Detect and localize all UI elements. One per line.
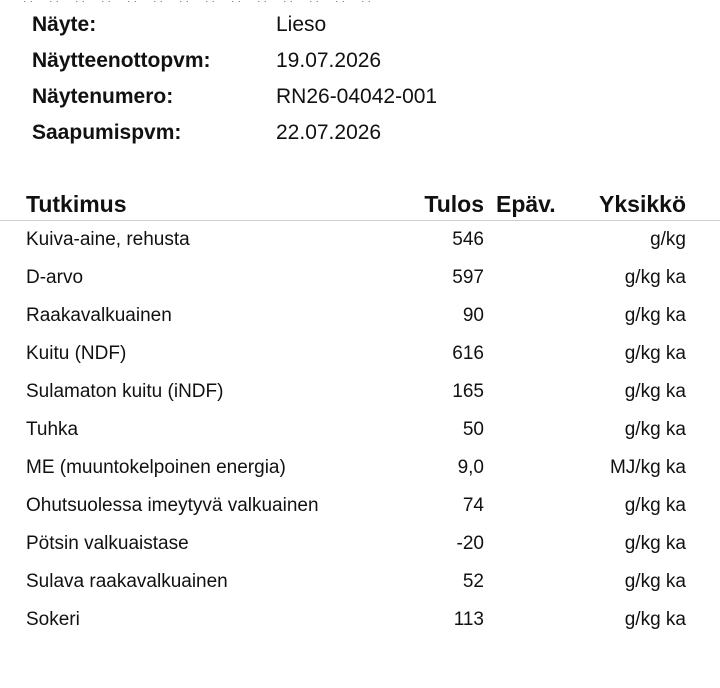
test-unit: MJ/kg ka (609, 457, 686, 478)
test-name: Tuhka (26, 419, 79, 440)
test-unit: g/kg ka (624, 267, 686, 288)
test-unit: g/kg (650, 229, 686, 250)
test-name: Kuiva-aine, rehusta (26, 229, 190, 250)
test-unit: g/kg ka (624, 419, 686, 440)
table-row (0, 418, 720, 456)
test-unit: g/kg ka (624, 305, 686, 326)
sampling-date-label: Näytteenottopvm: (32, 49, 211, 72)
test-unit: g/kg ka (624, 343, 686, 364)
test-result: 546 (452, 229, 484, 250)
table-row (0, 608, 720, 646)
test-name: Kuitu (NDF) (26, 343, 127, 364)
sample-value: Lieso (276, 13, 327, 36)
test-result: 74 (462, 495, 484, 516)
sample-number-row (0, 84, 720, 118)
test-name: D-arvo (26, 267, 84, 288)
test-unit: g/kg ka (624, 381, 686, 402)
sample-number-value: RN26-04042-001 (276, 85, 438, 108)
test-result: 50 (462, 419, 484, 440)
table-row (0, 380, 720, 418)
test-result: 90 (462, 305, 484, 326)
table-row (0, 342, 720, 380)
arrival-date-label: Saapumispvm: (32, 121, 182, 144)
test-result: 9,0 (457, 457, 484, 478)
test-name: Pötsin valkuaistase (26, 533, 189, 554)
column-header-result: Tulos (424, 191, 484, 217)
column-header-test: Tutkimus (26, 191, 127, 217)
sample-label: Näyte: (32, 13, 97, 36)
test-unit: g/kg ka (624, 571, 686, 592)
arrival-date-row (0, 120, 720, 154)
test-result: 616 (452, 343, 484, 364)
cut-off-text-fragment (24, 0, 444, 2)
sampling-date-row (0, 48, 720, 82)
test-result: 597 (452, 267, 484, 288)
test-result: 165 (452, 381, 484, 402)
table-row (0, 570, 720, 608)
test-result: 113 (453, 609, 484, 630)
arrival-date-value: 22.07.2026 (276, 121, 382, 144)
test-name: Raakavalkuainen (26, 305, 172, 326)
test-name: Sulava raakavalkuainen (26, 571, 228, 592)
test-name: ME (muuntokelpoinen energia) (26, 457, 286, 478)
test-unit: g/kg ka (624, 533, 686, 554)
test-result: -20 (456, 533, 484, 554)
table-row (0, 532, 720, 570)
table-row (0, 304, 720, 342)
test-unit: g/kg ka (624, 495, 686, 516)
test-name: Ohutsuolessa imeytyvä valkuainen (26, 495, 319, 516)
test-name: Sulamaton kuitu (iNDF) (26, 381, 224, 402)
test-name: Sokeri (26, 609, 80, 630)
table-row (0, 266, 720, 304)
sample-row (0, 12, 720, 46)
test-result: 52 (462, 571, 484, 592)
table-row (0, 456, 720, 494)
test-unit: g/kg ka (624, 609, 686, 630)
sample-number-label: Näytenumero: (32, 85, 174, 108)
column-header-unit: Yksikkö (599, 191, 686, 217)
sampling-date-value: 19.07.2026 (276, 49, 382, 72)
column-header-uncertainty: Epäv. (496, 191, 556, 217)
table-row (0, 494, 720, 532)
table-row (0, 228, 720, 266)
results-table-header (0, 188, 720, 221)
